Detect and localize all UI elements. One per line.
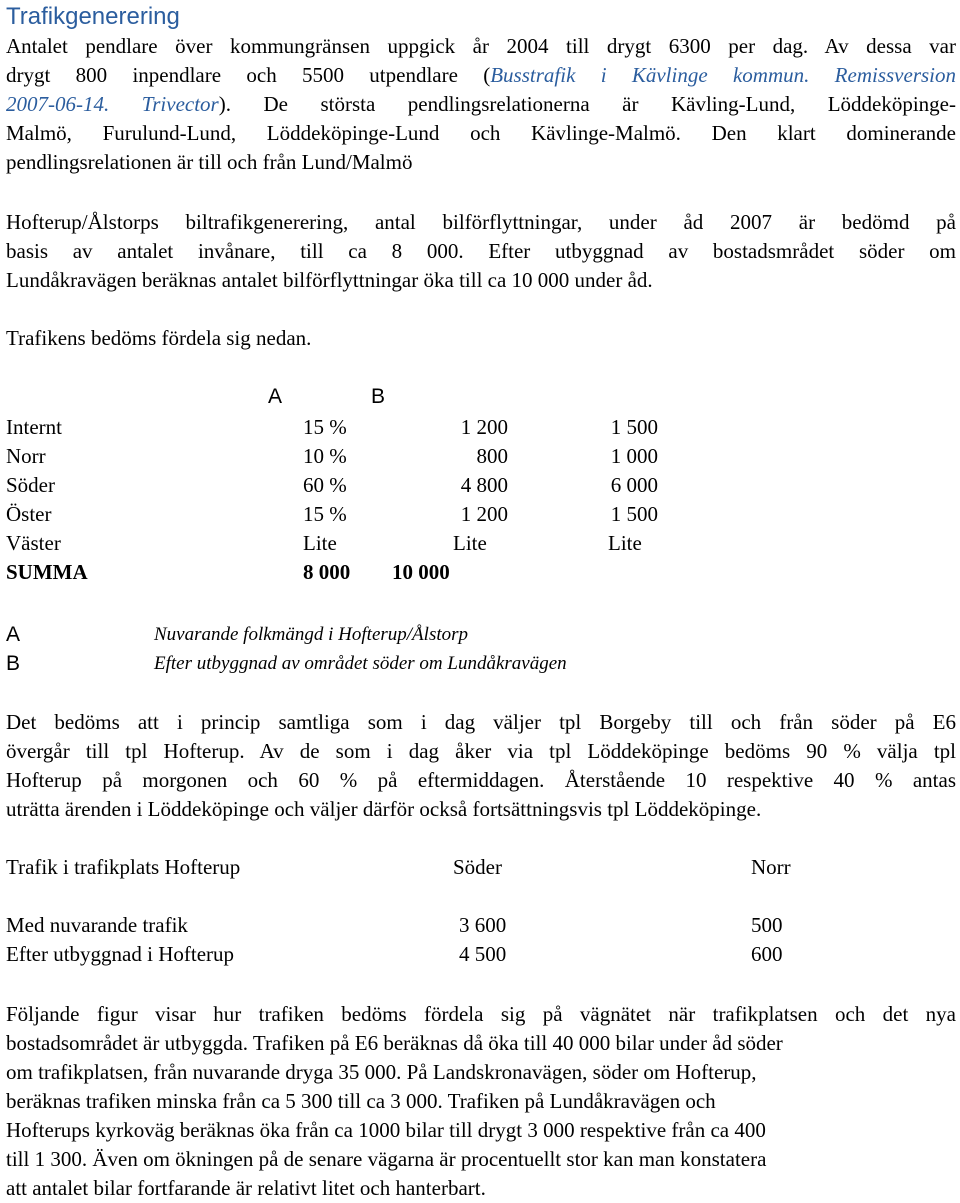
row-percent: 15 % bbox=[303, 502, 347, 526]
intro-source-citation: Busstrafik i Kävlinge kommun. Remissversion bbox=[490, 63, 956, 87]
traffic-header-label: Trafik i trafikplats Hofterup bbox=[6, 855, 241, 879]
intro-paragraph bbox=[6, 32, 956, 177]
row-percent: Lite bbox=[303, 531, 337, 555]
row-label: Norr bbox=[6, 444, 46, 468]
route-line-3: Hofterup på morgonen och 60 % på eftermiddagen. Återstående 10 respektive 40 % antas bbox=[6, 768, 956, 792]
generation-line-3: Lundåkravägen beräknas antalet bilförflyttningar öka till ca 10 000 under åd. bbox=[6, 268, 653, 292]
row-value-a: 1 200 bbox=[460, 415, 508, 439]
traffic-row-north: 500 bbox=[751, 913, 783, 937]
generation-paragraph bbox=[6, 208, 956, 295]
figure-line-7: att antalet bilar fortfarande är relativt litet och hanterbart. bbox=[6, 1176, 486, 1200]
row-label: Internt bbox=[6, 415, 62, 439]
row-value-b: 1 500 bbox=[610, 415, 658, 439]
route-line-2: övergår till tpl Hofterup. Av de som i dag åker via tpl Löddeköpinge bedöms 90 % välja tpl bbox=[6, 739, 956, 763]
figure-line-2: bostadsområdet är utbyggda. Trafiken på E6 beräknas då öka till 40 000 bilar under åd söder bbox=[6, 1031, 783, 1055]
row-value-b: 1 500 bbox=[610, 502, 658, 526]
intro-line-5: pendlingsrelationen är till och från Lund/Malmö bbox=[6, 150, 413, 174]
row-label: Väster bbox=[6, 531, 61, 555]
route-choice-paragraph bbox=[6, 708, 956, 824]
figure-line-5: Hofterups kyrkoväg beräknas öka från ca 1000 bilar till drygt 3 000 respektive från ca 400 bbox=[6, 1118, 766, 1142]
figure-line-1: Följande figur visar hur trafiken bedöms fördela sig på vägnätet när trafikplatsen och det nya bbox=[6, 1002, 956, 1026]
generation-line-1: Hofterup/Ålstorps biltrafikgenerering, antal bilförflyttningar, under åd 2007 är bedömd på bbox=[6, 210, 956, 234]
row-value-b: 6 000 bbox=[610, 473, 658, 497]
legend-key-a: A bbox=[6, 623, 21, 646]
row-percent: 15 % bbox=[303, 415, 347, 439]
row-value-a: 1 200 bbox=[460, 502, 508, 526]
row-value-a: Lite bbox=[453, 531, 487, 555]
row-label: Öster bbox=[6, 502, 52, 526]
summa-label: SUMMA bbox=[6, 560, 88, 584]
figure-line-3: om trafikplatsen, från nuvarande dryga 35 000. På Landskronavägen, söder om Hofterup, bbox=[6, 1060, 757, 1084]
row-value-a: 4 800 bbox=[460, 473, 508, 497]
traffic-row-south: 3 600 bbox=[459, 913, 507, 937]
summa-value-a: 8 000 bbox=[303, 560, 351, 584]
traffic-header-south: Söder bbox=[453, 855, 502, 879]
row-value-b: 1 000 bbox=[610, 444, 658, 468]
route-line-1: Det bedöms att i princip samtliga som i dag väljer tpl Borgeby till och från söder på E6 bbox=[6, 710, 956, 734]
intro-line-3 bbox=[6, 90, 956, 119]
row-value-a: 800 bbox=[476, 444, 508, 468]
intro-line-3-text: ). De största pendlingsrelationerna är Kävling-Lund, Löddeköpinge- bbox=[218, 92, 956, 116]
legend-key-b: B bbox=[6, 652, 21, 675]
distribution-intro bbox=[6, 324, 956, 353]
traffic-row-north: 600 bbox=[751, 942, 783, 966]
row-percent: 10 % bbox=[303, 444, 347, 468]
row-percent: 60 % bbox=[303, 473, 347, 497]
legend-text-b: Efter utbyggnad av området söder om Lundåkravägen bbox=[154, 653, 567, 674]
traffic-row-south: 4 500 bbox=[459, 942, 507, 966]
distribution-intro-text: Trafikens bedöms fördela sig nedan. bbox=[6, 326, 312, 350]
figure-line-4: beräknas trafiken minska från ca 5 300 till ca 3 000. Trafiken på Lundåkravägen och bbox=[6, 1089, 716, 1113]
section-heading: Trafikgenerering bbox=[6, 3, 180, 30]
traffic-header-north: Norr bbox=[751, 855, 791, 879]
figure-line-6: till 1 300. Även om ökningen på de senare vägarna är procentuellt stor kan man konstatera bbox=[6, 1147, 767, 1171]
intro-source-author: 2007-06-14. Trivector bbox=[6, 92, 219, 116]
summa-value-b: 10 000 bbox=[392, 560, 450, 584]
intro-line-2 bbox=[6, 61, 956, 90]
intro-line-2-text: drygt 800 inpendlare och 5500 utpendlare ( bbox=[6, 63, 491, 87]
column-header-a: A bbox=[268, 385, 283, 408]
row-value-b: Lite bbox=[608, 531, 642, 555]
legend-text-a: Nuvarande folkmängd i Hofterup/Ålstorp bbox=[154, 624, 469, 645]
column-header-b: B bbox=[371, 385, 386, 408]
intro-line-1: Antalet pendlare över kommungränsen uppgick år 2004 till drygt 6300 per dag. Av dessa var bbox=[6, 34, 956, 58]
traffic-row-label: Med nuvarande trafik bbox=[6, 913, 188, 937]
row-label: Söder bbox=[6, 473, 55, 497]
intro-line-4: Malmö, Furulund-Lund, Löddeköpinge-Lund och Kävlinge-Malmö. Den klart dominerande bbox=[6, 121, 956, 145]
traffic-row-label: Efter utbyggnad i Hofterup bbox=[6, 942, 235, 966]
generation-line-2: basis av antalet invånare, till ca 8 000. Efter utbyggnad av bostadsmrådet söder om bbox=[6, 239, 956, 263]
route-line-4: uträtta ärenden i Löddeköpinge och väljer därför också fortsättningsvis tpl Löddeköpinge. bbox=[6, 797, 762, 821]
figure-paragraph bbox=[6, 1000, 956, 1203]
